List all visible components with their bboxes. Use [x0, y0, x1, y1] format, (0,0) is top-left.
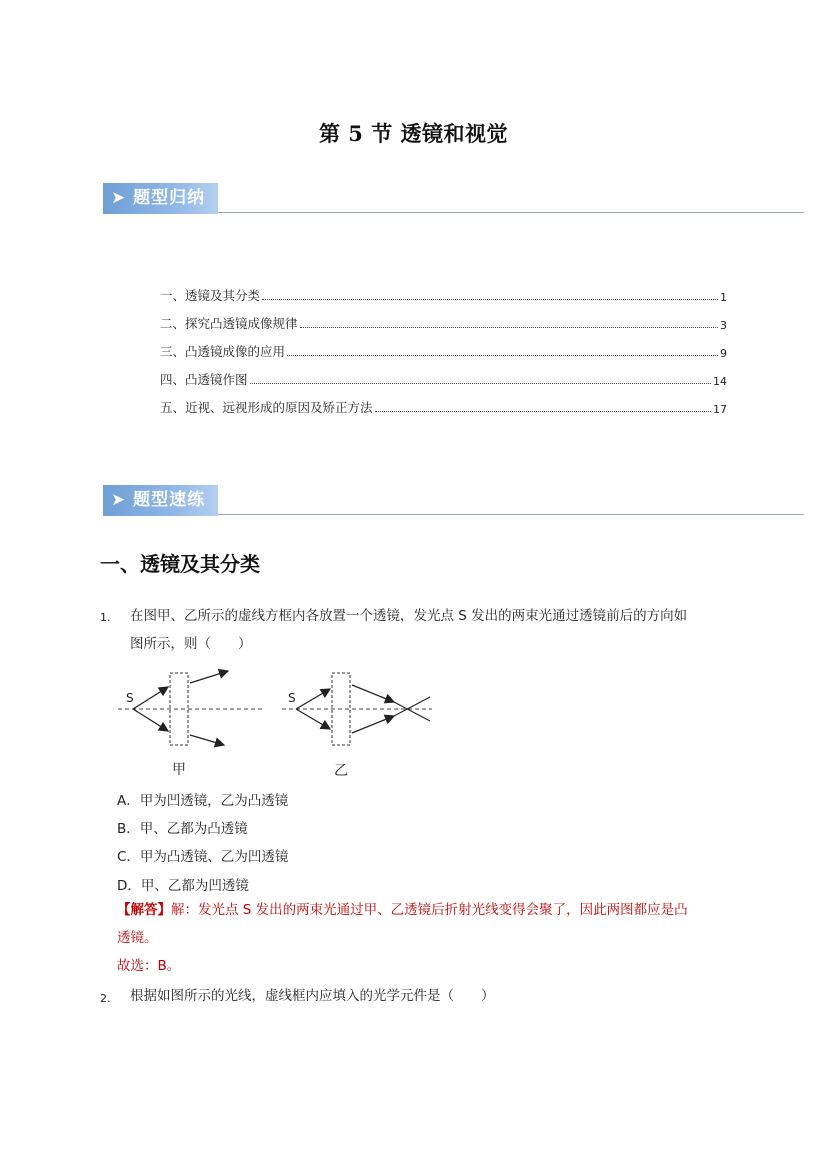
light-ray — [296, 709, 330, 729]
option-d[interactable]: D．甲、乙都为凹透镜 — [117, 878, 249, 894]
banner-label: ➤ 题型归纳 — [103, 183, 218, 214]
toc-item[interactable]: 二、探究凸透镜成像规律 3 — [160, 316, 727, 332]
light-ray — [190, 671, 228, 683]
answer-tag: 【解答】 — [117, 902, 171, 918]
light-ray — [394, 702, 430, 721]
section-banner-practice — [103, 485, 804, 516]
lens-box-dashed — [170, 673, 188, 745]
question-number: 2. — [100, 992, 111, 1005]
page-title: 第 5 节 透镜和视觉 — [318, 121, 509, 146]
figure-caption: 乙 — [334, 763, 348, 779]
answer-choice: 故选：B。 — [117, 958, 181, 974]
answer-block — [117, 896, 737, 980]
question-text: 在图甲、乙所示的虚线方框内各放置一个透镜，发光点 S 发出的两束光通过透镜前后的方向如 图所示，则（ ） — [130, 608, 688, 652]
light-ray — [133, 709, 168, 731]
option-b[interactable]: B．甲、乙都为凸透镜 — [117, 821, 248, 837]
label-s: S — [288, 691, 296, 705]
question-text: 根据如图所示的光线，虚线框内应填入的光学元件是（ ） — [130, 988, 495, 1004]
answer-text: 透镜。 — [117, 930, 158, 946]
label-s: S — [126, 691, 134, 705]
light-ray — [352, 685, 394, 702]
light-ray — [296, 689, 330, 709]
figure-caption: 甲 — [172, 762, 186, 778]
toc-item[interactable]: 五、近视、远视形成的原因及矫正方法 17 — [160, 400, 727, 416]
toc-item[interactable]: 四、凸透镜作图 14 — [160, 372, 727, 388]
lens-figure — [110, 665, 440, 780]
light-ray — [394, 697, 430, 716]
light-ray — [352, 716, 394, 733]
section-banner-summary — [103, 183, 804, 214]
light-ray — [190, 735, 224, 745]
toc-item[interactable]: 三、凸透镜成像的应用 9 — [160, 344, 727, 360]
banner-rule — [218, 212, 804, 213]
toc-item[interactable]: 一、透镜及其分类 1 — [160, 288, 727, 304]
section-heading: 一、透镜及其分类 — [100, 552, 260, 576]
option-c[interactable]: C．甲为凸透镜、乙为凹透镜 — [117, 849, 289, 865]
answer-text: 解：发光点 S 发出的两束光通过甲、乙透镜后折射光线变得会聚了，因此两图都应是凸 — [171, 902, 688, 918]
question-number: 1. — [100, 611, 111, 624]
option-a[interactable]: A．甲为凹透镜，乙为凸透镜 — [117, 793, 289, 809]
banner-rule — [218, 514, 804, 515]
light-ray — [133, 687, 168, 709]
banner-label: ➤ 题型速练 — [103, 485, 218, 516]
